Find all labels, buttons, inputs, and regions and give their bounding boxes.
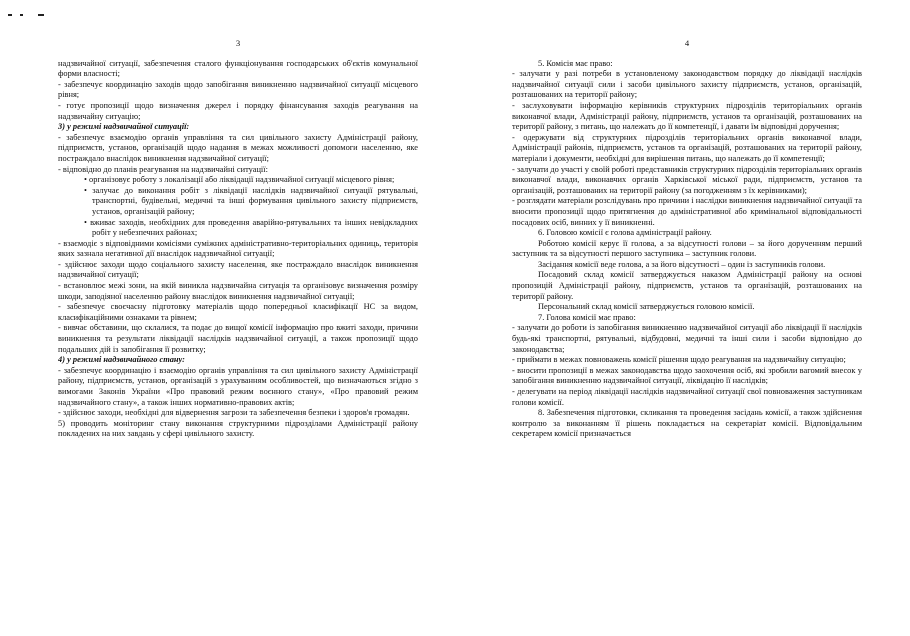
paragraph: - забезпечує взаємодію органів управління та сил цивільного захисту Адміністрації району, підприємств, установ, організацій щодо надання в межах можливості допомоги населенню, яке постраждало внаслідок виникнення надзвичайної ситуації; bbox=[58, 132, 418, 163]
paragraph: • вживає заходів, необхідних для проведення аварійно-рятувальних та інших невідкладних робіт у небезпечних районах; bbox=[84, 217, 418, 238]
paragraph: - делегувати на період ліквідації наслідків надзвичайної ситуації свої повноваження заступникам голови комісії. bbox=[512, 387, 862, 407]
left-page bbox=[58, 32, 418, 636]
right-page bbox=[512, 32, 862, 636]
paragraph: - приймати в межах повноважень комісії рішення щодо реагування на надзвичайну ситуацію; bbox=[512, 355, 846, 365]
paragraph: - вивчає обставини, що склалися, та подає до вищої комісії інформацію про вжиті заходи, причини виникнення та результати ліквідації наслідків надзвичайної ситуації, а також пропозиції щодо подальших дій із запобігання її розвитку; bbox=[58, 323, 418, 354]
paragraph: - вносити пропозиції в межах законодавства щодо заохочення осіб, які зробили вагомий внесок у запобігання виникненню надзвичайної ситуації, ліквідацію її наслідків; bbox=[512, 365, 862, 386]
section-heading: 4) у режимі надзвичайного стану: bbox=[58, 355, 185, 365]
scan-mark bbox=[8, 14, 12, 16]
paragraph: - встановлює межі зони, на якій виникла надзвичайна ситуація та організовує визначення розміру шкоди, заподіяної населенню району внаслідок виникнення надзвичайної ситуації; bbox=[58, 281, 418, 301]
scan-mark bbox=[20, 14, 23, 16]
paragraph: - залучати до участі у своїй роботі представників структурних підрозділів територіальних органів виконавчої влади, виконавчих органів Харківської міської ради, підприємств, установ та організацій, розташованих на території району (за погодженням з їх керівниками); bbox=[512, 164, 862, 195]
paragraph: - забезпечує координацію і взаємодію органів управління та сил цивільного захисту Адміністрації району, підприємств, установ, організацій з урахуванням особливостей, що визначаються згідно з вимогами Законів України «Про правовий режим воєнного стану», «Про правовий режим надзвичайного стану», а також інших нормативно-правових актів; bbox=[58, 365, 418, 407]
section-heading: 3) у режимі надзвичайної ситуації: bbox=[58, 122, 190, 132]
paragraph: - відповідно до планів реагування на надзвичайні ситуації: bbox=[58, 164, 268, 174]
paragraph: - залучати до роботи із запобігання виникненню надзвичайної ситуації або ліквідації її наслідків будь-які транспортні, рятувальні, відбудовні, медичні та інші сили і засоби відповідно до законодавства; bbox=[512, 323, 862, 354]
paragraph: • організовує роботу з локалізації або ліквідації надзвичайної ситуації місцевого рівня; bbox=[84, 175, 395, 185]
paragraph: - здійснює заходи, необхідні для відвернення загрози та забезпечення безпеки і здоров'я громадян. bbox=[58, 408, 410, 418]
page-number: 3 bbox=[235, 38, 241, 48]
paragraph: - розглядати матеріали розслідувань про причини і наслідки виникнення надзвичайної ситуації та вносити пропозиції щодо притягнення до адміністративної або кримінальної відповідальності посадових осіб, винних у її виникненні. bbox=[512, 196, 862, 227]
paragraph: • залучає до виконання робіт з ліквідації наслідків надзвичайної ситуації рятувальні, транспортні, будівельні, медичні та інші формування цивільного захисту підприємств, установ, організацій району; bbox=[84, 185, 418, 216]
paragraph: Персональний склад комісії затверджується головою комісії. bbox=[538, 302, 755, 312]
paragraph: - забезпечує своєчасну підготовку матеріалів щодо попередньої класифікації НС за видом, класифікаційними ознаками та рівнем; bbox=[58, 302, 418, 322]
paragraph: Засідання комісії веде голова, а за його відсутності – один із заступників голови. bbox=[538, 259, 826, 269]
paragraph: - заслуховувати інформацію керівників структурних підрозділів територіальних органів виконавчої влади, Адміністрації району, підприємств, установ та організацій, розташованих на території району, з питань, що належать до її компетенції, і давати їм відповідні доручення; bbox=[512, 100, 862, 132]
paragraph: Посадовий склад комісії затверджується наказом Адміністрації району на основі пропозицій Адміністрації району, підприємств, установ та організацій, розташованих на території району. bbox=[512, 270, 862, 301]
paragraph: - одержувати від структурних підрозділів територіальних органів виконавчої влади, Адміністрації районів, підприємств, установ та організацій, розташованих на території району, матеріали і документи, необхідні для вирішення питань, що належать до її компетенції; bbox=[512, 132, 862, 163]
scan-mark bbox=[38, 14, 44, 16]
paragraph: - взаємодіє з відповідними комісіями суміжних адміністративно-територіальних одиниць, територія яких зазнала негативної дії внаслідок надзвичайної ситуації; bbox=[58, 238, 418, 259]
paragraph: Роботою комісії керує її голова, а за відсутності голови – за його дорученням перший заступник та за відсутності першого заступника – заступник голови. bbox=[512, 238, 862, 259]
paragraph: надзвичайної ситуації, забезпечення сталого функціонування господарських об'єктів комунальної форми власності; bbox=[58, 58, 418, 79]
left-page-body bbox=[58, 59, 418, 440]
paragraph: 5) проводить моніторинг стану виконання структурними підрозділами Адміністрації району покладених на них завдань у сфері цивільного захисту. bbox=[58, 418, 418, 439]
paragraph: 6. Головою комісії є голова адміністрації району. bbox=[538, 228, 712, 238]
paragraph: - забезпечує координацію заходів щодо запобігання виникненню надзвичайної ситуації місцевого рівня; bbox=[58, 79, 418, 100]
paragraph: 5. Комісія має право: bbox=[538, 58, 613, 68]
right-page-body bbox=[512, 59, 862, 440]
paragraph: 7. Голова комісії має право: bbox=[538, 312, 636, 322]
paragraph: - готує пропозиції щодо визначення джерел і порядку фінансування заходів реагування на надзвичайну ситуацію; bbox=[58, 100, 418, 121]
page-number: 4 bbox=[684, 38, 690, 48]
paragraph: 8. Забезпечення підготовки, скликання та проведення засідань комісії, а також здійснення контролю за виконанням її рішень покладається на секретаріат комісії. Відповідальним секретарем комісії призначається bbox=[512, 408, 862, 439]
paragraph: - залучати у разі потреби в установленому законодавством порядку до ліквідації наслідків надзвичайної ситуації сили і засоби цивільного захисту підприємств, установ, організацій, розташованих на території району; bbox=[512, 69, 862, 100]
paragraph: - здійснює заходи щодо соціального захисту населення, яке постраждало внаслідок виникнення надзвичайної ситуації; bbox=[58, 259, 418, 280]
